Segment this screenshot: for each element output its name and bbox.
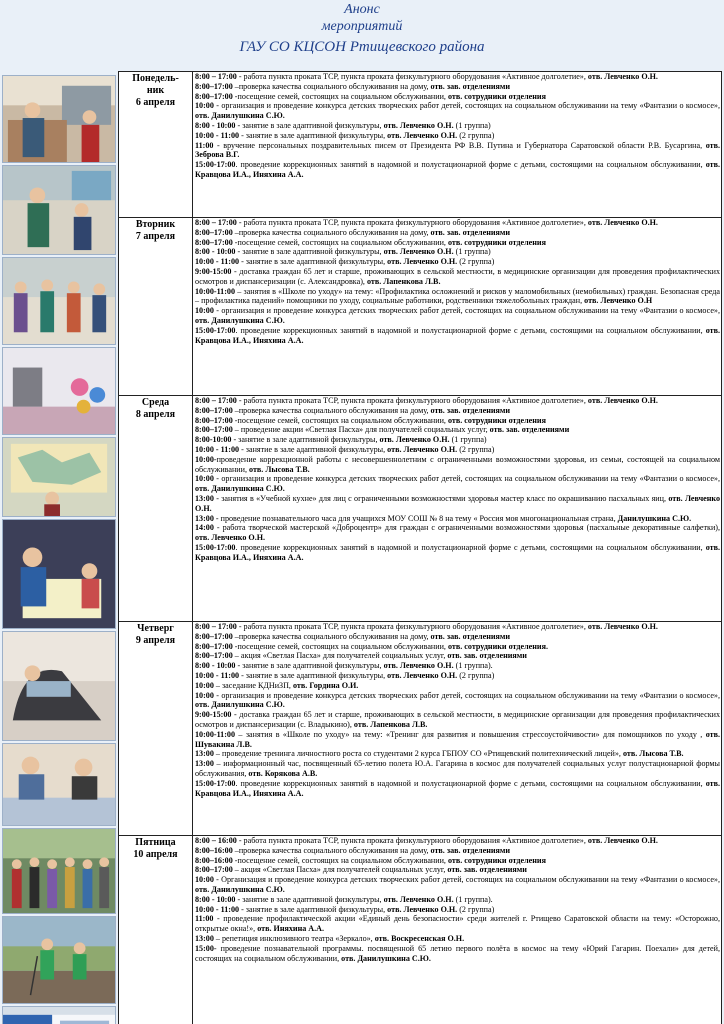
event-responsible: Данилушкина С.Ю. [617,513,692,523]
event-time: 8:00–17:00 [195,237,233,247]
event-text: –проверка качества социального обслуживания на дому, [232,631,431,641]
event-text: – заседание КДНиЗП, [213,680,293,690]
event-time: 10:00 [195,680,214,690]
event-time: 8:00-10:00 [195,435,232,445]
event-responsible: отв. Левченко О.Н. [387,257,458,267]
event-item [195,905,720,915]
event-text: – информационный час, посвященный 65-летию полета Ю.А. Гагарина в космос для получателей социальных услуг полустационарной формы обслуживания, [195,759,720,778]
event-time: 8:00–17:00 [195,227,233,237]
day-events [193,836,722,1024]
event-item [195,749,720,759]
event-responsible: отв. зав. отделениями [447,651,527,661]
event-responsible: отв. сотрудники отделения [447,237,546,247]
day-label: Среда 8 апреля [119,396,193,622]
event-text: . проведение коррекционных занятий в надомной и полустационарной форме с детьми, состоящими на социальном обслуживании, [235,325,706,335]
header-line-2: мероприятий [321,19,403,34]
day-label: Четверг 9 апреля [119,622,193,836]
event-item [195,661,720,671]
event-time: 8:00–17:00 [195,641,233,651]
event-responsible: отв. Левченко О.Н [584,296,653,306]
event-text: - занятие в зале адаптивной физкультуры, [239,670,388,680]
event-item [195,287,720,307]
event-item [195,710,720,730]
photo-group-meeting [2,257,116,345]
event-responsible: отв. Воскресенская О.Н. [374,933,465,943]
event-responsible: отв. зав. отделениями [447,865,527,875]
event-responsible: отв. Лысова Т.В. [622,749,684,759]
event-item [195,651,720,661]
day-row [119,218,722,396]
event-responsible: отв. зав. отделениями [430,631,511,641]
event-time: 15:00-17:00 [195,542,236,552]
day-row [119,836,722,1024]
event-text: - Организация и проведение конкурса детских творческих работ детей, состоящих на социальном обслуживании на тему «Фантазии о космосе», [213,875,720,885]
event-time: 13:00 [195,513,214,523]
event-text: –проверка качества социального обслуживания на дому, [232,845,431,855]
event-text: - организация и проведение конкурса детских творческих работ детей, состоящих на социальном обслуживании на тему «Фантазии о космосе», [213,306,720,316]
event-item [195,267,720,287]
event-time: 10:00 [195,454,214,464]
event-text: – занятия в «Школе по уходу» на тему: «Тренинг для развития и повышения стрессоустойчивости» для помощников по уходу , [235,729,706,739]
event-group: (1 группа) [453,247,491,257]
photo-sand-table [2,519,116,629]
event-time: 8:00 - 10:00 [195,120,236,130]
event-time: 8:00 – 17:00 [195,72,237,81]
event-time: 10:00 [195,474,214,484]
event-text: -проведение коррекционной работы с несовершеннолетним с ограниченными возможностями здоровья, из семьи, состоящей на социальном обслуживании, [195,454,720,474]
event-text: - проведение профилактической акции «Единый день безопасности» среди жителей г. Ртищево Саратовской области на тему: «Осторожно, открытые окна!», [195,914,720,934]
event-time: 8:00–17:00 [195,91,233,101]
event-group: (2 группа) [457,257,495,267]
event-responsible: отв. Кравцова И.А., Иняхина А.А. [195,325,720,345]
event-item [195,455,720,475]
event-item [195,82,720,92]
event-responsible: отв. Левченко О.Н. [387,444,458,454]
event-item [195,218,720,228]
event-responsible: отв. Левченко О.Н. [383,894,454,904]
event-text: - работа творческой мастерской «Доброцентр» для граждан с ограниченными возможностями здоровья (пасхальные декоративные салфетки), [213,523,720,533]
event-item [195,895,720,905]
event-group: (2 группа) [457,130,495,140]
event-responsible: отв. Данилушкина С.Ю. [195,315,285,325]
photo-gym-class [2,165,116,255]
event-time: 10:00 - 11:00 [195,257,240,267]
day-row [119,396,722,622]
event-text: - занятие в зале адаптивной физкультуры, [239,444,388,454]
event-item [195,131,720,141]
event-text: –проверка качества социального обслуживания на дому, [232,227,431,237]
event-time: 13:00 [195,493,214,503]
header-line-3: ГАУ СО КЦСОН Ртищевского района [239,39,485,55]
photo-kitchen [2,75,116,163]
event-item [195,72,720,82]
event-responsible: отв. Иняхина А.А. [257,924,325,934]
event-time: 15:00-17:00 [195,325,236,335]
photo-massage-chair [2,631,116,741]
event-time: 8:00–17:00 [195,631,233,641]
day-events [193,72,722,218]
event-time: 10:00 [195,306,214,316]
event-responsible: отв. Левченко О.Н. [195,533,266,543]
event-time: 10:00 - 11:00 [195,444,240,454]
event-time: 8:00–16:00 [195,845,233,855]
event-item [195,632,720,642]
event-item [195,247,720,257]
event-text: - проведение познавательной программы. посвященной 65 летию первого полёта в космос на тему «Юрий Гагарин. Поехали» для детей, состоящих на социальном обслуживании, [195,943,720,963]
event-responsible: отв. Лысова Т.В. [249,464,310,474]
event-time: 8:00 – 17:00 [195,396,237,405]
event-responsible: отв. Левченко О.Н. [195,493,720,513]
event-responsible: отв. зав. отделениями [489,425,570,435]
event-time: 10:00 [195,101,214,111]
event-responsible: отв. зав. отделениями [430,81,511,91]
event-item [195,934,720,944]
event-text: - занятие в зале адаптивной физкультуры, [239,257,388,267]
event-responsible: отв. Данилушкина С.Ю. [195,884,285,894]
event-responsible: отв. Данилушкина С.Ю. [341,953,431,963]
event-text: - работа пункта проката ТСР, пункта проката физкультурного оборудования «Активное долголетие», [236,218,588,227]
event-time: 8:00–17:00 [195,405,233,415]
event-item [195,306,720,326]
photo-group-crowd [2,828,116,914]
page-header [0,0,724,70]
event-text: -посещение семей, состоящих на социальном обслуживании, [232,641,448,651]
event-group: (1 группа). [453,894,493,904]
event-item [195,836,720,846]
event-item [195,257,720,267]
event-text: - занятие в зале адаптивной физкультуры, [239,904,388,914]
event-time: 15:00-17:00 [195,778,236,788]
event-time: 13:00 [195,749,214,759]
event-time: 8:00 – 16:00 [195,836,237,845]
event-item [195,865,720,875]
day-events [193,622,722,836]
event-responsible: отв. Кравцова И.А., Иняхина А.А. [195,778,720,798]
day-label: Понедель- ник 6 апреля [119,72,193,218]
event-item [195,425,720,435]
photo-craft-class [2,743,116,826]
event-responsible: отв. Левченко О.Н. [383,661,454,671]
event-time: 10:00 - 11:00 [195,904,240,914]
event-time: 8:00–17:00 [195,651,233,661]
event-time: 14:00 [195,523,214,533]
event-text: -посещение семей, состоящих на социальном обслуживании, [232,91,448,101]
event-time: 8:00 - 10:00 [195,894,236,904]
photo-map-wall [2,437,116,517]
event-item [195,691,720,711]
event-text: – занятия в «Школе по уходу» на тему: «Профилактика осложнений и рисков у маломобильных (немобильных) граждан. Безопасная среда – профилактика падений» помощники по уходу, социальные работники, родственники тяжелобольных граждан, [195,286,720,306]
event-text: - занятие в зале адаптивной физкультуры, [235,661,384,671]
day-label: Вторник 7 апреля [119,218,193,396]
event-item [195,92,720,102]
event-time: 8:00–16:00 [195,855,233,865]
event-text: – проведение акции «Светлая Пасха» для получателей социальных услуг, [232,425,490,435]
event-item [195,396,720,406]
event-responsible: отв. Левченко О.Н. [387,904,458,914]
event-time: 9:00-15:00 [195,266,232,276]
event-item [195,494,720,514]
event-text: - организация и проведение конкурса детских творческих работ детей, состоящих на социальном обслуживании на тему «Фантазии о космосе», [213,474,720,484]
event-responsible: отв. Левченко О.Н. [387,130,458,140]
event-text: - организация и проведение конкурса детских творческих работ детей, состоящих на социальном обслуживании на тему «Фантазии о космосе», [213,690,720,700]
event-responsible: отв. сотрудники отделения [447,415,546,425]
event-item [195,914,720,934]
event-responsible: отв. Гордина О.И. [292,680,359,690]
event-group: (1 группа) [449,435,487,445]
schedule-table [118,71,722,1024]
event-time: 8:00–17:00 [195,415,233,425]
event-item [195,543,720,563]
event-item [195,326,720,346]
event-group: (1 группа). [453,661,493,671]
event-item [195,238,720,248]
event-responsible: отв. зав. отделениями [430,227,511,237]
event-text: – репетиция инклюзивного театра «Зеркало», [213,933,375,943]
event-text: -посещение семей, состоящих на социальном обслуживании, [232,415,448,425]
event-text: - занятия в «Учебной кухне» для лиц с ограниченными возможностями здоровья мастер класс по окрашиванию пасхальных яиц, [213,493,669,503]
event-responsible: отв. Лапенкова Л.В. [353,719,428,729]
event-text: –проверка качества социального обслуживания на дому, [232,405,431,415]
event-time: 10:00 - 11:00 [195,130,240,140]
event-responsible: отв. Левченко О.Н. [587,622,658,631]
event-item [195,944,720,964]
event-responsible: отв. Левченко О.Н. [383,120,454,130]
event-text: . проведение коррекционных занятий в надомной и полустационарной форме с детьми, состоящими на социальном обслуживании, [235,542,706,552]
event-text: - вручение персональных поздравительных писем от Президента РФ В.В. Путина и Губернатора Саратовской области Р.В. Бусаргина, [213,140,706,150]
event-text: - доставка граждан 65 лет и старше, проживающих в сельской местности, в медицинские организации для проведения профилактических осмотров и диспансеризации (с. Владыкино), [195,710,720,729]
event-item [195,681,720,691]
event-text: - проведение познавательного часа для учащихся МОУ СОШ № 8 на тему « Россия моя многонациональная страна, [213,513,618,523]
event-time: 15:00 [195,943,214,953]
event-text: - занятие в зале адаптивной физкультуры, [235,120,384,130]
event-time: 8:00–17:00 [195,425,233,435]
photo-nordic-walk [2,916,116,1004]
event-time: 8:00 – 17:00 [195,622,237,631]
event-time: 8:00 - 10:00 [195,661,236,671]
event-time: 15:00-17:00 [195,160,236,170]
event-item [195,514,720,524]
event-item [195,121,720,131]
event-time: 8:00–17:00 [195,865,233,875]
event-text: - работа пункта проката ТСР, пункта проката физкультурного оборудования «Активное долголетие», [236,836,588,845]
event-item [195,779,720,799]
event-time: 13:00 [195,759,214,769]
event-time: 8:00 - 10:00 [195,247,236,257]
event-text: . проведение коррекционных занятий в надомной и полустационарной форме с детьми, состоящими на социальном обслуживании, [235,778,706,788]
event-text: - занятие в зале адаптивной физкультуры, [239,130,388,140]
event-text: . проведение коррекционных занятий в надомной и полустационарной форме с детьми, состоящими на социальном обслуживании, [235,160,706,170]
event-responsible: отв. Шувакина Л.В. [195,729,720,749]
event-item [195,622,720,632]
event-responsible: отв. сотрудники отделения. [447,641,548,651]
event-group: (2 группа) [457,904,495,914]
event-responsible: отв. Левченко О.Н. [587,836,658,845]
event-responsible: отв. Лапенкова Л.В. [366,276,441,286]
event-text: - работа пункта проката ТСР, пункта проката физкультурного оборудования «Активное долголетие», [236,622,588,631]
event-item [195,160,720,180]
event-item [195,406,720,416]
event-item [195,416,720,426]
event-text: - доставка граждан 65 лет и старше, проживающих в сельской местности, в медицинские организации для проведения профилактических осмотров и диспансеризации (с. Александровка), [195,266,720,286]
day-row [119,72,722,218]
day-events [193,396,722,622]
event-time: 11:00 [195,914,214,924]
event-text: - работа пункта проката ТСР, пункта проката физкультурного оборудования «Активное долголетие», [236,396,588,405]
event-time: 13:00 [195,933,214,943]
event-responsible: отв. зав. отделениями [430,405,511,415]
event-item [195,856,720,866]
event-item [195,523,720,543]
event-text: – проведение тренинга личностного роста со студентами 2 курса ГБПОУ СО «Ртищевский политехнический лицей», [213,749,623,759]
event-text: - занятие в зале адаптивной физкультуры, [235,247,384,257]
day-events [193,218,722,396]
event-text: - работа пункта проката ТСР, пункта проката физкультурного оборудования «Активное долголетие», [236,72,588,81]
event-time: 10:00-11:00 [195,286,236,296]
event-item [195,759,720,779]
day-row [119,622,722,836]
event-responsible: отв. Кравцова И.А., Иняхина А.А. [195,160,720,179]
header-line-1: Анонс [344,2,380,17]
event-item [195,846,720,856]
event-time: 10:00 [195,690,214,700]
event-responsible: отв. сотрудники отделения [447,91,546,101]
event-time: 9:00-15:00 [195,710,232,720]
event-time: 8:00–17:00 [195,81,233,91]
event-item [195,875,720,895]
event-item [195,101,720,121]
event-responsible: отв. Данилушкина С.Ю. [195,700,285,710]
event-responsible: отв. Данилушкина С.Ю. [195,484,285,494]
photo-fitness-room [2,347,116,435]
event-time: 10:00 - 11:00 [195,670,240,680]
event-item [195,435,720,445]
event-responsible: отв. Данилушкина С.Ю. [195,111,285,121]
event-text: – акция «Светлая Пасха» для получателей социальных услуг, [232,651,448,661]
event-responsible: отв. Левченко О.Н. [379,435,450,445]
day-label: Пятница 10 апреля [119,836,193,1024]
event-text: –проверка качества социального обслуживания на дому, [232,81,431,91]
event-item [195,671,720,681]
event-text: – акция «Светлая Пасха» для получателей социальных услуг, [232,865,448,875]
event-text: - организация и проведение конкурса детских творческих работ детей, состоящих на социальном обслуживании на тему «Фантазии о космосе», [213,101,720,111]
event-time: 10:00-11:00 [195,729,236,739]
event-responsible: отв. Левченко О.Н. [387,670,458,680]
event-text: - занятие в зале адаптивной физкультуры, [235,894,384,904]
event-item [195,730,720,750]
event-item [195,642,720,652]
event-responsible: отв. Левченко О.Н. [383,247,454,257]
event-text: - занятие в зале адаптивной физкультуры, [231,435,380,445]
event-group: (2 группа) [457,444,495,454]
event-item [195,445,720,455]
event-responsible: отв. Корякова А.В. [248,768,318,778]
event-text: -посещение семей, состоящих на социальном обслуживании, [232,855,448,865]
event-responsible: отв. Кравцова И.А., Иняхина А.А. [195,542,720,562]
event-responsible: отв. зав. отделениями [430,845,511,855]
event-time: 8:00 – 17:00 [195,218,237,227]
event-responsible: отв. Левченко О.Н. [587,396,658,405]
photo-column [0,72,116,1024]
event-item [195,228,720,238]
event-responsible: отв. Зеброва В.Г. [195,140,720,160]
event-time: 10:00 [195,875,214,885]
event-text: -посещение семей, состоящих на социальном обслуживании, [232,237,448,247]
event-responsible: отв. сотрудники отделения [447,855,546,865]
photo-demography-bus [2,1006,116,1024]
event-responsible: отв. Левченко О.Н. [587,218,658,227]
event-responsible: отв. Левченко О.Н. [587,72,658,81]
event-group: (1 группа) [453,120,491,130]
event-time: 11:00 [195,140,214,150]
event-group: (2 группа) [457,670,495,680]
event-item [195,141,720,161]
event-item [195,474,720,494]
